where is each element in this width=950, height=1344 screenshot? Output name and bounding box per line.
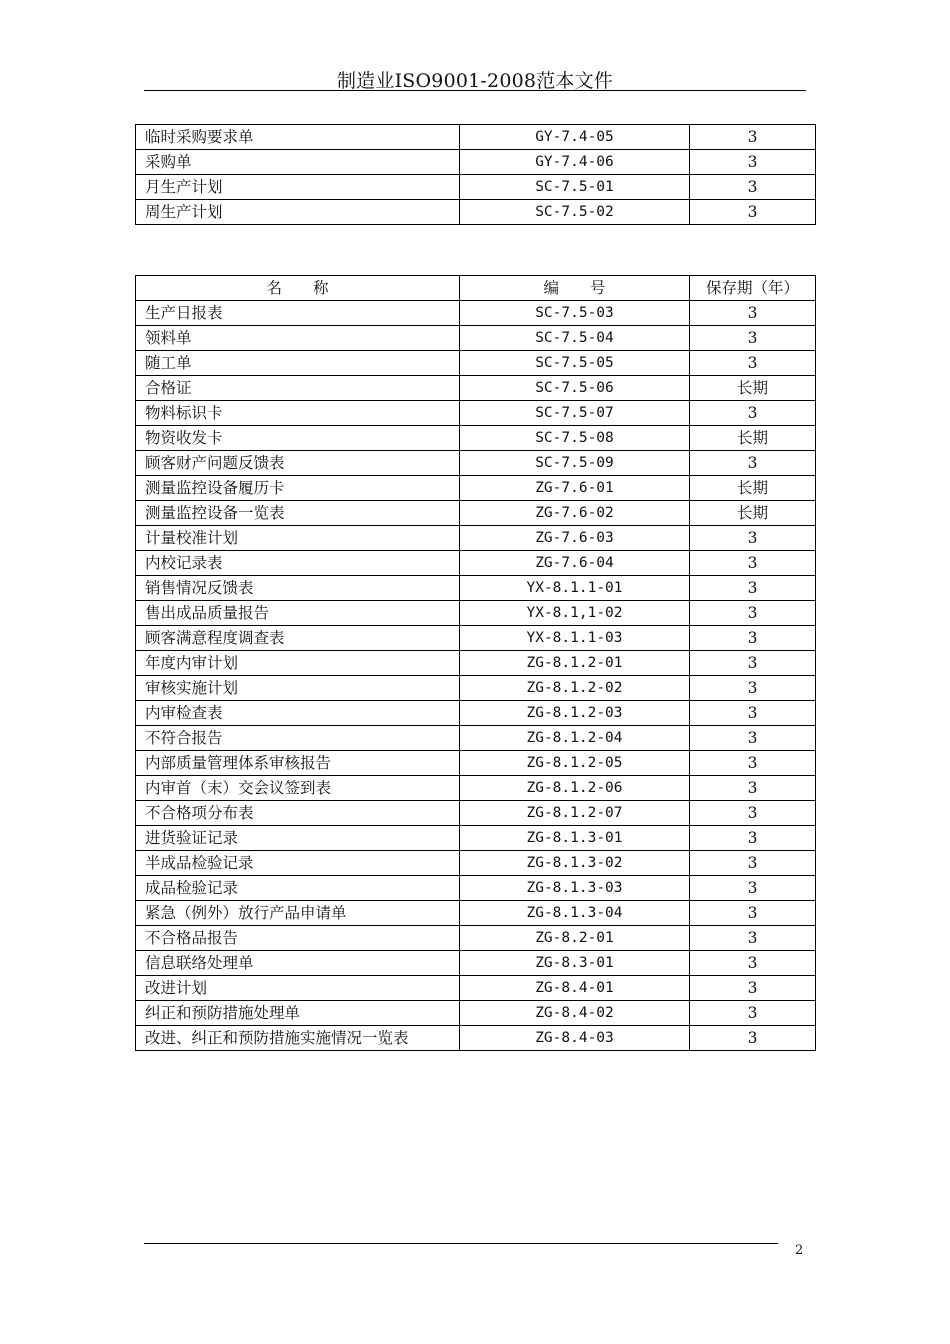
record-code-cell: ZG-8.1.2-06 <box>460 776 690 801</box>
table-row <box>136 125 816 150</box>
records-table <box>135 275 816 1051</box>
record-code-cell: GY-7.4-06 <box>460 150 690 175</box>
table-header-row <box>136 276 816 301</box>
table-row <box>136 150 816 175</box>
record-name-cell: 物料标识卡 <box>136 401 460 426</box>
table-row <box>136 851 816 876</box>
record-name-cell: 不合格品报告 <box>136 926 460 951</box>
retention-period-cell: 3 <box>690 826 816 851</box>
retention-period-cell: 3 <box>690 451 816 476</box>
record-code-cell: SC-7.5-02 <box>460 200 690 225</box>
table-row <box>136 551 816 576</box>
retention-period-cell: 3 <box>690 876 816 901</box>
record-name-cell: 半成品检验记录 <box>136 851 460 876</box>
retention-period-cell: 3 <box>690 326 816 351</box>
table-row <box>136 1026 816 1051</box>
records-table-continued <box>135 124 816 225</box>
retention-period-cell: 3 <box>690 651 816 676</box>
header-code: 编 号 <box>460 276 690 301</box>
record-name-cell: 月生产计划 <box>136 175 460 200</box>
record-name-cell: 不符合报告 <box>136 726 460 751</box>
retention-period-cell: 长期 <box>690 376 816 401</box>
table-row <box>136 200 816 225</box>
table-row <box>136 626 816 651</box>
retention-period-cell: 长期 <box>690 426 816 451</box>
record-code-cell: SC-7.5-06 <box>460 376 690 401</box>
retention-period-cell: 3 <box>690 801 816 826</box>
table-row <box>136 451 816 476</box>
record-code-cell: ZG-8.1.3-03 <box>460 876 690 901</box>
table-row <box>136 676 816 701</box>
retention-period-cell: 3 <box>690 776 816 801</box>
table-row <box>136 376 816 401</box>
retention-period-cell: 长期 <box>690 476 816 501</box>
footer-divider <box>144 1243 778 1244</box>
record-code-cell: ZG-7.6-03 <box>460 526 690 551</box>
record-code-cell: ZG-8.1.3-02 <box>460 851 690 876</box>
table-row <box>136 776 816 801</box>
retention-period-cell: 3 <box>690 851 816 876</box>
record-code-cell: ZG-7.6-04 <box>460 551 690 576</box>
table-row <box>136 876 816 901</box>
record-code-cell: YX-8.1.1-03 <box>460 626 690 651</box>
record-code-cell: ZG-8.1.2-04 <box>460 726 690 751</box>
record-code-cell: SC-7.5-04 <box>460 326 690 351</box>
retention-period-cell: 3 <box>690 701 816 726</box>
records-table-body <box>136 301 816 1051</box>
record-code-cell: SC-7.5-01 <box>460 175 690 200</box>
record-name-cell: 计量校准计划 <box>136 526 460 551</box>
record-code-cell: SC-7.5-08 <box>460 426 690 451</box>
table-row <box>136 751 816 776</box>
record-code-cell: ZG-8.4-03 <box>460 1026 690 1051</box>
retention-period-cell: 3 <box>690 626 816 651</box>
record-name-cell: 审核实施计划 <box>136 676 460 701</box>
retention-period-cell: 3 <box>690 751 816 776</box>
table-row <box>136 726 816 751</box>
retention-period-cell: 3 <box>690 951 816 976</box>
record-code-cell: ZG-8.3-01 <box>460 951 690 976</box>
record-name-cell: 随工单 <box>136 351 460 376</box>
record-name-cell: 临时采购要求单 <box>136 125 460 150</box>
record-code-cell: ZG-8.2-01 <box>460 926 690 951</box>
record-name-cell: 不合格项分布表 <box>136 801 460 826</box>
record-name-cell: 紧急（例外）放行产品申请单 <box>136 901 460 926</box>
record-name-cell: 售出成品质量报告 <box>136 601 460 626</box>
record-name-cell: 纠正和预防措施处理单 <box>136 1001 460 1026</box>
record-name-cell: 顾客财产问题反馈表 <box>136 451 460 476</box>
record-name-cell: 物资收发卡 <box>136 426 460 451</box>
record-code-cell: SC-7.5-09 <box>460 451 690 476</box>
table-row <box>136 401 816 426</box>
retention-period-cell: 3 <box>690 175 816 200</box>
table-row <box>136 351 816 376</box>
record-code-cell: SC-7.5-07 <box>460 401 690 426</box>
record-name-cell: 内校记录表 <box>136 551 460 576</box>
table-row <box>136 476 816 501</box>
retention-period-cell: 3 <box>690 926 816 951</box>
record-name-cell: 改进计划 <box>136 976 460 1001</box>
table-row <box>136 901 816 926</box>
retention-period-cell: 3 <box>690 576 816 601</box>
record-name-cell: 进货验证记录 <box>136 826 460 851</box>
table-row <box>136 501 816 526</box>
retention-period-cell: 3 <box>690 301 816 326</box>
retention-period-cell: 3 <box>690 726 816 751</box>
retention-period-cell: 3 <box>690 526 816 551</box>
retention-period-cell: 3 <box>690 401 816 426</box>
record-code-cell: ZG-8.1.2-07 <box>460 801 690 826</box>
retention-period-cell: 3 <box>690 976 816 1001</box>
retention-period-cell: 3 <box>690 150 816 175</box>
retention-period-cell: 3 <box>690 351 816 376</box>
record-code-cell: SC-7.5-05 <box>460 351 690 376</box>
table-row <box>136 326 816 351</box>
table-row <box>136 526 816 551</box>
header-name: 名 称 <box>136 276 460 301</box>
record-code-cell: YX-8.1.1-01 <box>460 576 690 601</box>
record-code-cell: ZG-8.4-02 <box>460 1001 690 1026</box>
table-row <box>136 801 816 826</box>
table-row <box>136 576 816 601</box>
retention-period-cell: 3 <box>690 200 816 225</box>
records-table-continued-body <box>136 125 816 225</box>
retention-period-cell: 3 <box>690 676 816 701</box>
record-name-cell: 年度内审计划 <box>136 651 460 676</box>
table-row <box>136 701 816 726</box>
table-row <box>136 826 816 851</box>
record-name-cell: 测量监控设备一览表 <box>136 501 460 526</box>
record-name-cell: 内部质量管理体系审核报告 <box>136 751 460 776</box>
record-name-cell: 合格证 <box>136 376 460 401</box>
record-code-cell: ZG-8.1.2-03 <box>460 701 690 726</box>
record-code-cell: ZG-8.4-01 <box>460 976 690 1001</box>
record-code-cell: YX-8.1,1-02 <box>460 601 690 626</box>
record-code-cell: ZG-8.1.2-05 <box>460 751 690 776</box>
record-name-cell: 测量监控设备履历卡 <box>136 476 460 501</box>
table-row <box>136 426 816 451</box>
table-row <box>136 301 816 326</box>
header-retention-period: 保存期（年） <box>690 276 816 301</box>
table-row <box>136 1001 816 1026</box>
record-code-cell: SC-7.5-03 <box>460 301 690 326</box>
record-code-cell: ZG-8.1.2-01 <box>460 651 690 676</box>
retention-period-cell: 长期 <box>690 501 816 526</box>
table-row <box>136 976 816 1001</box>
page-number: 2 <box>795 1243 804 1258</box>
table-row <box>136 601 816 626</box>
record-name-cell: 销售情况反馈表 <box>136 576 460 601</box>
record-name-cell: 领料单 <box>136 326 460 351</box>
record-code-cell: ZG-8.1.3-01 <box>460 826 690 851</box>
record-name-cell: 采购单 <box>136 150 460 175</box>
table-row <box>136 951 816 976</box>
record-name-cell: 改进、纠正和预防措施实施情况一览表 <box>136 1026 460 1051</box>
retention-period-cell: 3 <box>690 551 816 576</box>
table-row <box>136 926 816 951</box>
header-divider <box>144 90 806 91</box>
retention-period-cell: 3 <box>690 601 816 626</box>
retention-period-cell: 3 <box>690 1001 816 1026</box>
record-code-cell: ZG-7.6-02 <box>460 501 690 526</box>
record-code-cell: ZG-8.1.3-04 <box>460 901 690 926</box>
record-code-cell: GY-7.4-05 <box>460 125 690 150</box>
record-name-cell: 内审检查表 <box>136 701 460 726</box>
record-name-cell: 信息联络处理单 <box>136 951 460 976</box>
record-code-cell: ZG-7.6-01 <box>460 476 690 501</box>
record-name-cell: 成品检验记录 <box>136 876 460 901</box>
record-name-cell: 生产日报表 <box>136 301 460 326</box>
retention-period-cell: 3 <box>690 1026 816 1051</box>
page-header-title: 制造业ISO9001-2008范本文件 <box>336 70 614 92</box>
record-name-cell: 周生产计划 <box>136 200 460 225</box>
table-row <box>136 651 816 676</box>
record-name-cell: 顾客满意程度调查表 <box>136 626 460 651</box>
record-code-cell: ZG-8.1.2-02 <box>460 676 690 701</box>
retention-period-cell: 3 <box>690 125 816 150</box>
record-name-cell: 内审首（末）交会议签到表 <box>136 776 460 801</box>
table-row <box>136 175 816 200</box>
retention-period-cell: 3 <box>690 901 816 926</box>
